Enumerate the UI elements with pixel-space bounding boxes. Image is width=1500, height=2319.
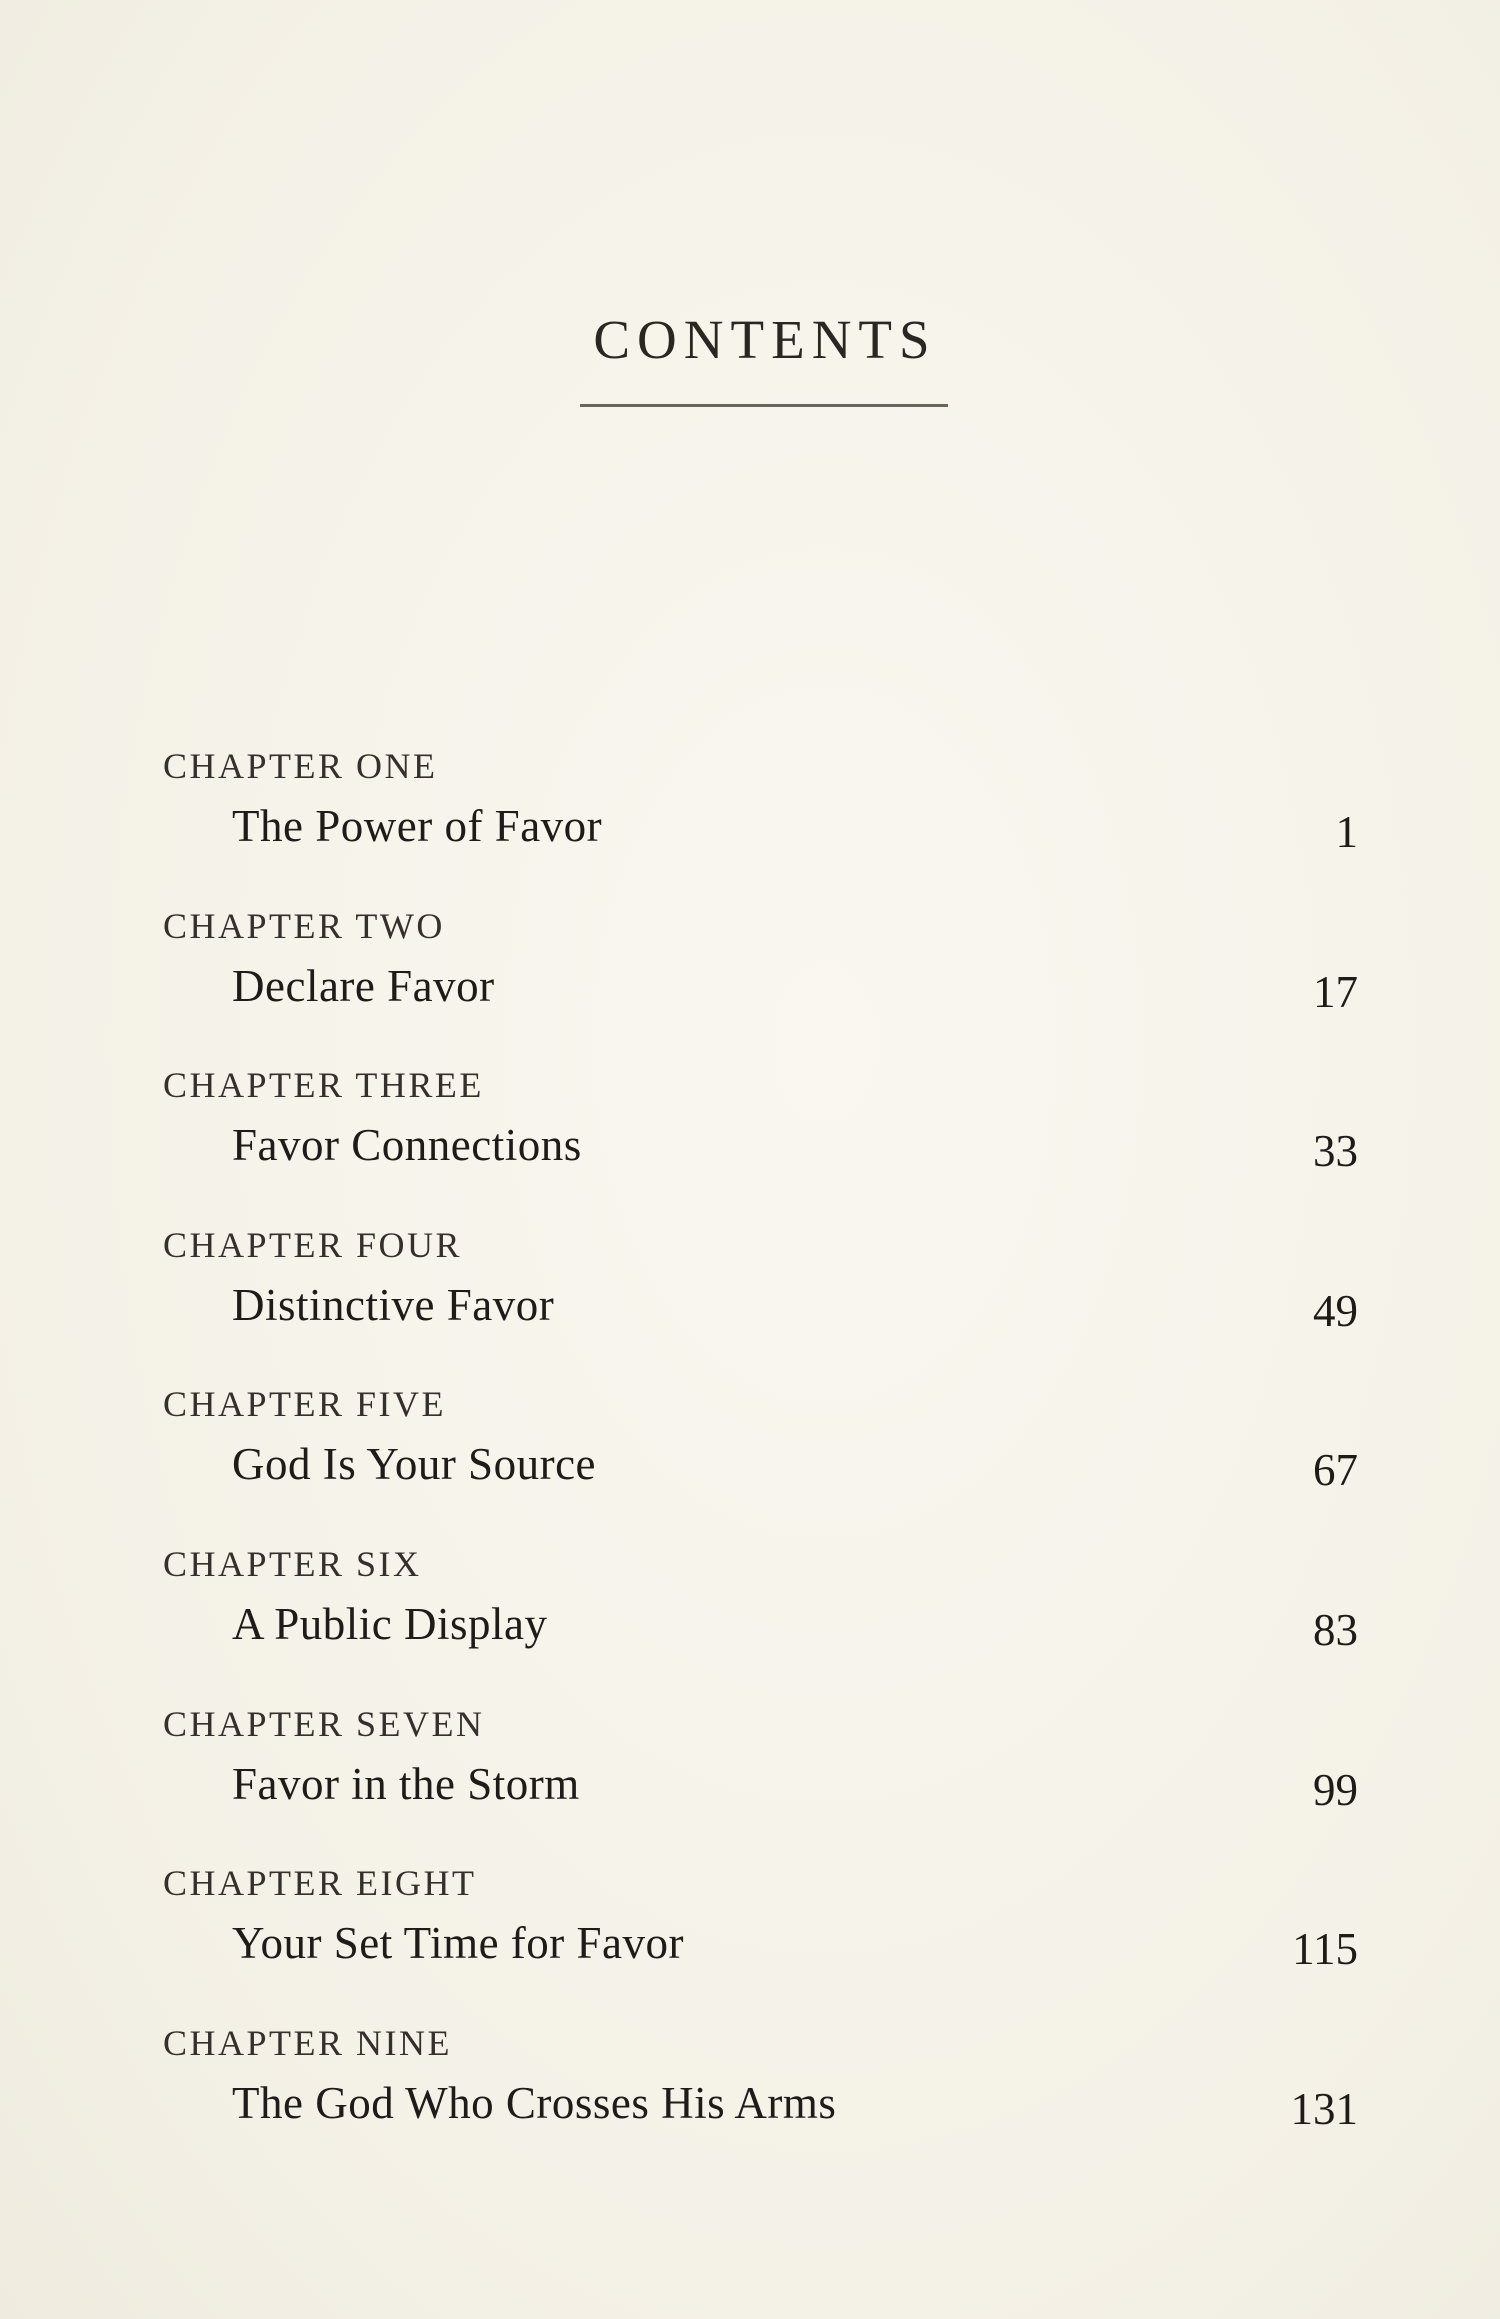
chapter-title: Favor in the Storm [232, 1758, 580, 1809]
chapter-label: CHAPTER THREE [163, 1065, 484, 1106]
chapter-page-number: 1 [1335, 807, 1358, 857]
chapter-label: CHAPTER ONE [163, 746, 438, 786]
chapter-page-number: 17 [1313, 966, 1358, 1017]
toc-entry [0, 1386, 1500, 1546]
chapter-title: Distinctive Favor [232, 1279, 555, 1330]
page-title: CONTENTS [593, 309, 937, 370]
chapter-page-number: 115 [1292, 1924, 1358, 1975]
chapter-title: Declare Favor [232, 960, 495, 1011]
chapter-page-number: 83 [1313, 1604, 1358, 1655]
toc-entry [0, 748, 1500, 908]
toc-entry [0, 1224, 1500, 1387]
chapter-page-number: 67 [1313, 1445, 1358, 1496]
chapter-title: A Public Display [232, 1598, 548, 1649]
chapter-title: God Is Your Source [232, 1439, 597, 1490]
toc-entry [0, 2022, 1500, 2185]
chapter-title: Favor Connections [232, 1120, 582, 1171]
chapter-page-number: 33 [1313, 1126, 1358, 1177]
chapter-label: CHAPTER FOUR [163, 1224, 463, 1265]
toc-entry [0, 1703, 1500, 1866]
table-of-contents [0, 748, 1500, 2184]
toc-entry [0, 1543, 1500, 1706]
toc-entry [0, 905, 1500, 1068]
chapter-label: CHAPTER SEVEN [163, 1703, 485, 1744]
chapter-label: CHAPTER FIVE [163, 1384, 447, 1425]
chapter-label: CHAPTER TWO [163, 905, 445, 946]
toc-entry [0, 1067, 1500, 1227]
chapter-title: The God Who Crosses His Arms [232, 2077, 837, 2128]
chapter-label: CHAPTER SIX [163, 1543, 422, 1584]
chapter-page-number: 99 [1313, 1764, 1358, 1815]
chapter-title: Your Set Time for Favor [232, 1918, 685, 1969]
toc-entry [0, 1865, 1500, 2025]
chapter-page-number: 49 [1313, 1285, 1358, 1336]
chapter-label: CHAPTER EIGHT [163, 1863, 477, 1904]
chapter-label: CHAPTER NINE [163, 2022, 452, 2063]
chapter-page-number: 131 [1290, 2083, 1358, 2134]
chapter-title: The Power of Favor [232, 801, 603, 851]
title-underline [580, 404, 948, 407]
